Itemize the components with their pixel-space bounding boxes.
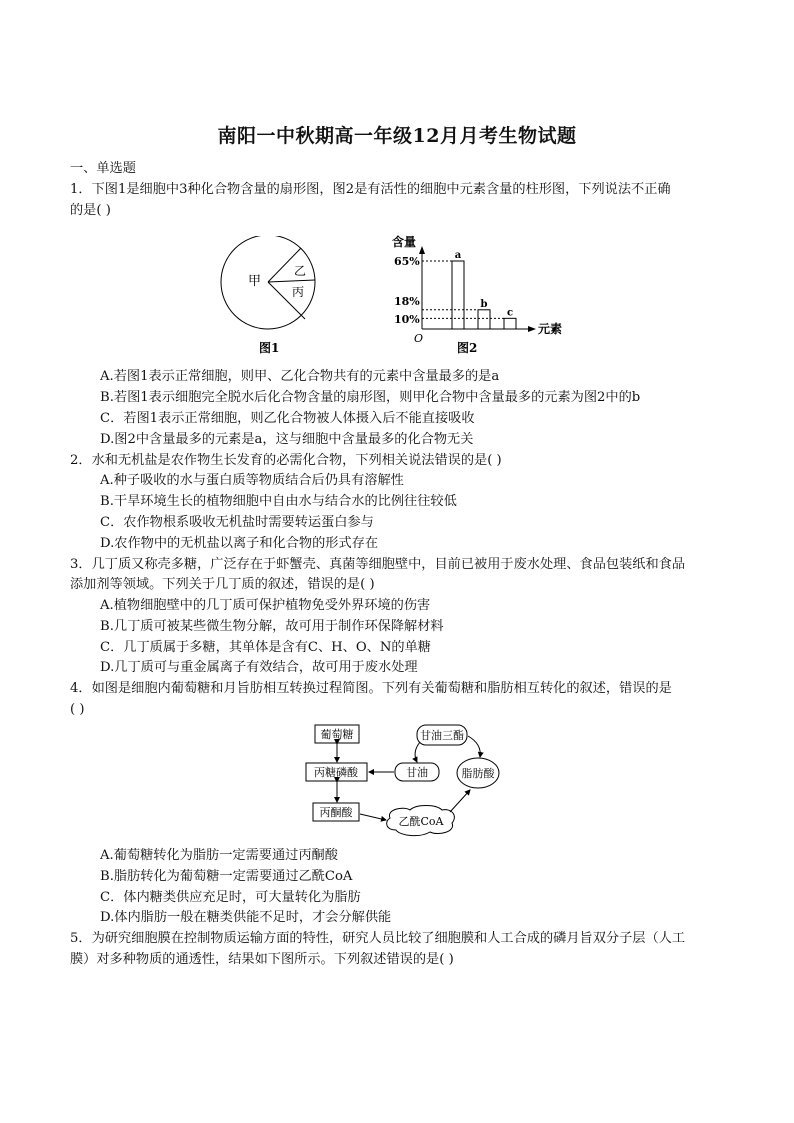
q2-option-a: A.种子吸收的水与蛋白质等物质结合后仍具有溶解性 bbox=[100, 473, 404, 488]
q3-stem-line1: 3．几丁质又称壳多糖，广泛存在于虾蟹壳、真菌等细胞壁中，目前已被用于废水处理、食品包装纸和食品 bbox=[70, 557, 686, 572]
q2-stem: 2．水和无机盐是农作物生长发育的必需化合物，下列相关说法错误的是( ) bbox=[70, 453, 502, 468]
fig2-bar-b bbox=[478, 310, 490, 329]
section-heading: 一、单选题 bbox=[70, 161, 136, 176]
fig2-caption: 图2 bbox=[457, 341, 478, 355]
pie-label-bing: 丙 bbox=[292, 285, 305, 299]
q4-stem-line1: 4．如图是细胞内葡萄糖和月旨肪相互转换过程简图。下列有关葡萄糖和脂肪相互转化的叙述，错误的是 bbox=[70, 681, 672, 696]
q2-option-d: D.农作物中的无机盐以离子和化合物的形式存在 bbox=[100, 536, 379, 551]
fig2-xlabel: 元素 bbox=[538, 322, 563, 336]
arrow-tg-glycerol bbox=[415, 742, 420, 762]
fig2-tick-10: 10% bbox=[394, 313, 420, 326]
node-glycerol: 甘油 bbox=[406, 766, 428, 779]
fig2-y-arrow bbox=[419, 246, 425, 254]
arrow-acoa-fa bbox=[450, 790, 470, 812]
fig2-x-arrow bbox=[528, 326, 536, 332]
q5-stem-line1: 5．为研究细胞膜在控制物质运输方面的特性，研究人员比较了细胞膜和人工合成的磷月旨双分子层（人工 bbox=[70, 931, 686, 946]
q5-stem-line2: 膜）对多种物质的通透性，结果如下图所示。下列叙述错误的是( ) bbox=[70, 952, 454, 967]
fig2-origin: O bbox=[414, 332, 424, 345]
q4-option-b: B.脂肪转化为葡萄糖一定需要通过乙酰CoA bbox=[100, 869, 353, 884]
node-acoa: 乙酰CoA bbox=[398, 815, 444, 828]
q3-option-b: B.几丁质可被某些微生物分解，故可用于制作环保降解材料 bbox=[100, 619, 444, 634]
q3-option-a: A.植物细胞壁中的几丁质可保护植物免受外界环境的伤害 bbox=[100, 598, 431, 613]
fig2-bar-label-b: b bbox=[480, 298, 488, 310]
node-glucose: 葡萄糖 bbox=[320, 728, 354, 741]
page-title: 南阳一中秋期高一年级12月月考生物试题 bbox=[217, 125, 577, 147]
fig2-bar-label-c: c bbox=[506, 307, 514, 319]
q1-figure2-bar-chart bbox=[380, 232, 605, 357]
q1-option-d: D.图2中含量最多的元素是a，这与细胞中含量最多的化合物无关 bbox=[100, 432, 474, 447]
q1-figure1-pie bbox=[215, 236, 330, 356]
fig2-tick-18: 18% bbox=[394, 295, 420, 308]
q4-stem-line2: ( ) bbox=[70, 702, 85, 717]
q1-stem-line1: 1．下图1是细胞中3种化合物含量的扇形图，图2是有活性的细胞中元素含量的柱形图，下列说法不正确 bbox=[70, 182, 671, 197]
q4-option-a: A.葡萄糖转化为脂肪一定需要通过丙酮酸 bbox=[100, 848, 338, 863]
q4-option-c: C．体内糖类供应充足时，可大量转化为脂肪 bbox=[100, 890, 361, 905]
q1-option-c: C．若图1表示正常细胞，则乙化合物被人体摄入后不能直接吸收 bbox=[100, 411, 475, 426]
q1-option-a: A.若图1表示正常细胞，则甲、乙化合物共有的元素中含量最多的是a bbox=[100, 369, 500, 384]
q3-option-c: C．几丁质属于多糖，其单体是含有C、H、O、N的单糖 bbox=[100, 640, 431, 655]
pie-label-yi: 乙 bbox=[294, 264, 307, 278]
pie-slice-line-2 bbox=[268, 280, 315, 282]
q4-metabolism-diagram bbox=[300, 722, 510, 844]
q4-option-d: D.体内脂肪一般在糖类供能不足时，才会分解供能 bbox=[100, 910, 392, 925]
q3-stem-line2: 添加剂等领域。下列关于几丁质的叙述，错误的是( ) bbox=[70, 577, 375, 592]
fig1-caption: 图1 bbox=[259, 341, 280, 355]
node-tg: 甘油三酯 bbox=[420, 729, 464, 742]
node-pyruvate: 丙酮酸 bbox=[319, 806, 353, 819]
arrow-tg-fa bbox=[468, 736, 480, 757]
fig2-bar-label-a: a bbox=[454, 250, 462, 261]
q3-option-d: D.几丁质可与重金属离子有效结合，故可用于废水处理 bbox=[100, 660, 418, 675]
q2-option-c: C．农作物根系吸收无机盐时需要转运蛋白参与 bbox=[100, 515, 374, 530]
fig2-tick-65: 65% bbox=[394, 255, 420, 268]
q1-stem-line2: 的是( ) bbox=[70, 203, 111, 218]
arrow-pyruvate-acoa bbox=[360, 814, 386, 820]
q1-option-b: B.若图1表示细胞完全脱水后化合物含量的扇形图，则甲化合物中含量最多的元素为图2中的b bbox=[100, 390, 641, 405]
node-fa: 脂肪酸 bbox=[461, 767, 495, 780]
pie-label-jia: 甲 bbox=[248, 274, 262, 289]
node-g3p: 丙糖磷酸 bbox=[314, 766, 358, 779]
q2-option-b: B.干旱环境生长的植物细胞中自由水与结合水的比例往往较低 bbox=[100, 494, 457, 509]
fig2-bar-c bbox=[504, 318, 516, 329]
fig2-ylabel: 含量 bbox=[392, 235, 417, 249]
